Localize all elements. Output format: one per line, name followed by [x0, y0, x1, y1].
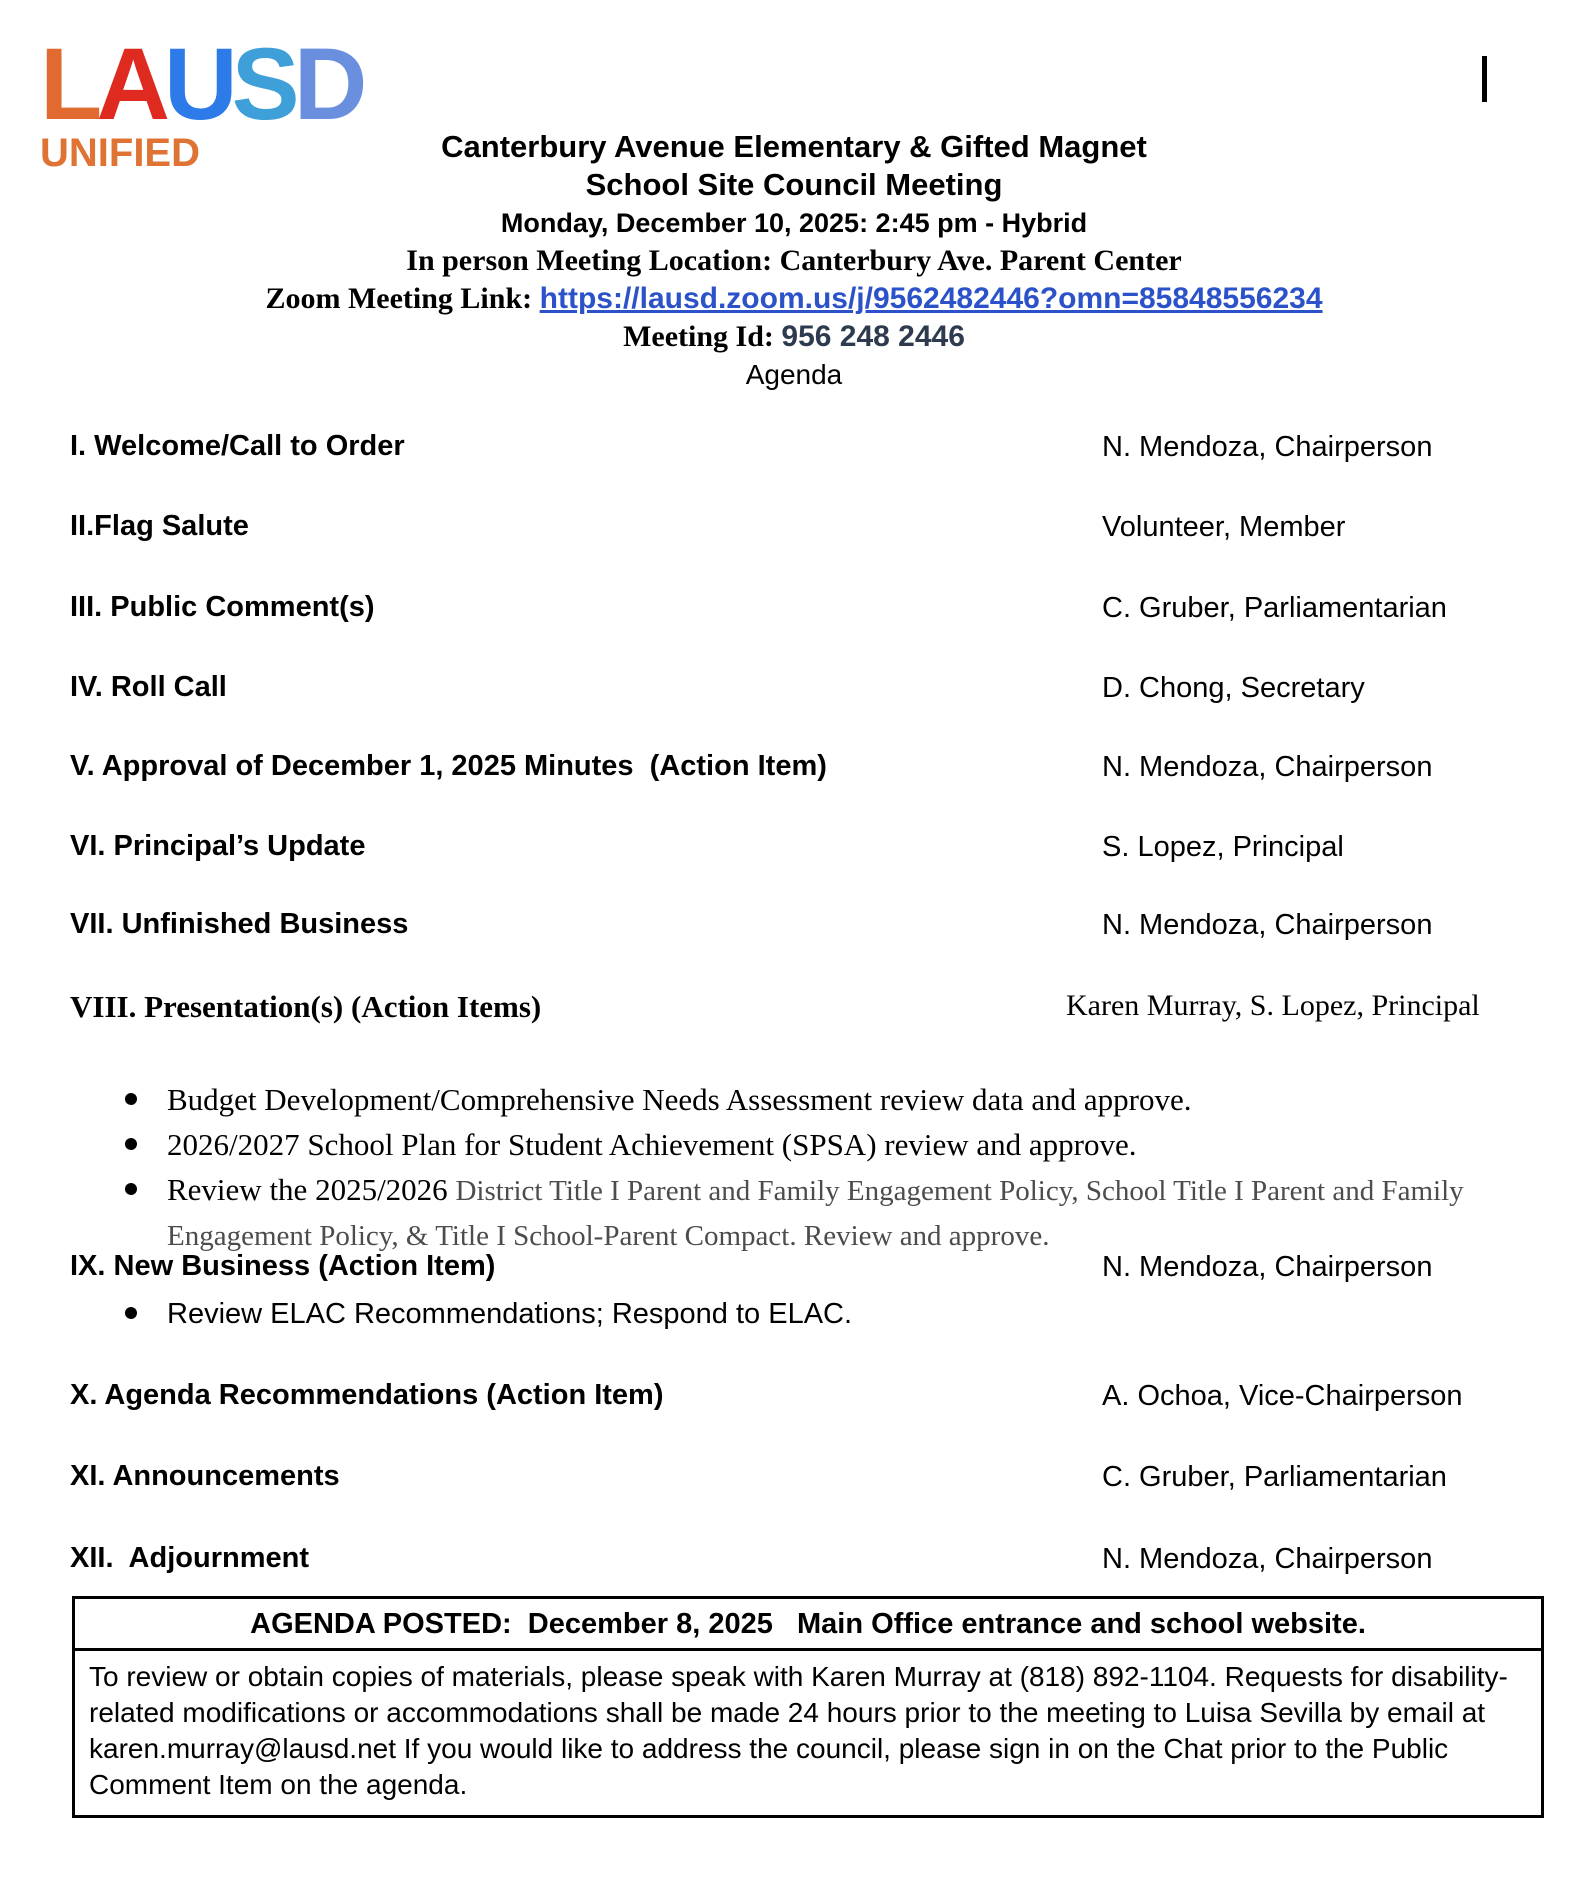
bullet-dot-icon [125, 1138, 137, 1150]
agenda-title: Agenda [745, 359, 843, 390]
bullet-dot-icon [125, 1307, 137, 1319]
meeting-id-value: 956 248 2446 [781, 320, 965, 353]
agenda-item-person: Karen Murray, S. Lopez, Principal [1066, 989, 1480, 1022]
new-business-bullet-elac [125, 1292, 1525, 1336]
agenda-item-title: XI. Announcements [70, 1460, 340, 1492]
zoom-link-line [0, 279, 1588, 318]
agenda-row-public-comments [70, 591, 1558, 631]
agenda-item-title: V. Approval of December 1, 2025 Minutes (Action Item) [70, 750, 827, 782]
bullet-text-gray: District Title I Parent and Family Engagement Policy, School Title I Parent and Family Engagement Policy, & Title I School-Parent Compact. Review and approve. [167, 1175, 1464, 1252]
agenda-row-presentations [70, 989, 1558, 1029]
agenda-item-person: A. Ochoa, Vice-Chairperson [1102, 1380, 1463, 1412]
agenda-posted-box [72, 1596, 1544, 1818]
text-cursor [1482, 56, 1487, 102]
bullet-text: Review ELAC Recommendations; Respond to ELAC. [167, 1298, 853, 1330]
agenda-item-title: X. Agenda Recommendations (Action Item) [70, 1379, 664, 1411]
presentation-bullet-budget [125, 1078, 1525, 1122]
agenda-item-title: III. Public Comment(s) [70, 591, 375, 623]
agenda-item-person: C. Gruber, Parliamentarian [1102, 1461, 1447, 1493]
agenda-item-person: N. Mendoza, Chairperson [1102, 431, 1433, 463]
agenda-item-title: XII. Adjournment [70, 1542, 309, 1574]
agenda-row-agenda-recommendations [70, 1379, 1558, 1419]
agenda-item-person: N. Mendoza, Chairperson [1102, 909, 1433, 941]
presentation-bullet-spsa [125, 1123, 1525, 1167]
meeting-id-line [0, 318, 1588, 356]
agenda-item-title: IV. Roll Call [70, 671, 227, 703]
bullet-dot-icon [125, 1183, 137, 1195]
bullet-text-black: Review the 2025/2026 [167, 1172, 456, 1207]
zoom-meeting-link[interactable]: https://lausd.zoom.us/j/9562482446?omn=85848556234 [539, 282, 1323, 315]
meeting-id-label: Meeting Id: [623, 320, 782, 353]
logo-letter-s: S [231, 27, 294, 141]
bullet-dot-icon [125, 1093, 137, 1105]
agenda-row-unfinished-business [70, 908, 1558, 948]
agenda-posted-header: AGENDA POSTED: December 8, 2025 Main Office entrance and school website. [75, 1599, 1541, 1651]
logo-letter-a: A [96, 27, 164, 141]
school-name-line: Canterbury Avenue Elementary & Gifted Magnet [441, 129, 1147, 164]
lausd-logo-subtitle: UNIFIED [40, 131, 200, 175]
bullet-text: Budget Development/Comprehensive Needs Assessment review data and approve. [167, 1082, 1192, 1117]
meeting-name-line: School Site Council Meeting [585, 167, 1003, 202]
agenda-item-title: VIII. Presentation(s) (Action Items) [70, 989, 542, 1024]
logo-letter-d: D [293, 27, 362, 141]
agenda-item-person: C. Gruber, Parliamentarian [1102, 592, 1447, 624]
presentation-bullet-title1-policy [125, 1168, 1525, 1258]
agenda-row-announcements [70, 1460, 1558, 1500]
agenda-row-new-business [70, 1250, 1558, 1290]
agenda-item-title: IX. New Business (Action Item) [70, 1250, 496, 1282]
agenda-item-person: S. Lopez, Principal [1102, 831, 1344, 863]
agenda-row-roll-call [70, 671, 1558, 711]
agenda-row-principals-update [70, 830, 1558, 870]
agenda-item-person: N. Mendoza, Chairperson [1102, 751, 1433, 783]
agenda-posted-body: To review or obtain copies of materials, please speak with Karen Murray at (818) 892-1104. Requests for disability-related modifications or accommodations shall be made 24 hours prior to the meeting to Luisa Sevilla by email at karen.murray@lausd.net If you would like to address the council, please sign in on the Chat prior to the Public Comment Item on the agenda. [89, 1661, 1508, 1800]
agenda-item-person: N. Mendoza, Chairperson [1102, 1251, 1433, 1283]
agenda-item-person: Volunteer, Member [1102, 511, 1346, 543]
agenda-item-person: D. Chong, Secretary [1102, 672, 1365, 704]
logo-letter-l: L [40, 27, 97, 141]
agenda-item-title: II.Flag Salute [70, 510, 249, 542]
agenda-item-title: VII. Unfinished Business [70, 908, 409, 940]
agenda-item-title: VI. Principal’s Update [70, 830, 366, 862]
zoom-link-label: Zoom Meeting Link: [265, 282, 540, 315]
lausd-logo-word [40, 27, 362, 141]
agenda-item-person: N. Mendoza, Chairperson [1102, 1543, 1433, 1575]
agenda-row-minutes-approval [70, 750, 1558, 790]
agenda-row-flag-salute [70, 510, 1558, 550]
agenda-row-adjournment [70, 1542, 1558, 1582]
logo-letter-u: U [163, 27, 232, 141]
document-header [0, 128, 1588, 394]
agenda-item-title: I. Welcome/Call to Order [70, 430, 405, 462]
meeting-datetime-line: Monday, December 10, 2025: 2:45 pm - Hybrid [500, 208, 1088, 238]
bullet-text: 2026/2027 School Plan for Student Achievement (SPSA) review and approve. [167, 1127, 1137, 1162]
meeting-location-line: In person Meeting Location: Canterbury Ave. Parent Center [406, 244, 1182, 277]
agenda-row-welcome [70, 430, 1558, 470]
